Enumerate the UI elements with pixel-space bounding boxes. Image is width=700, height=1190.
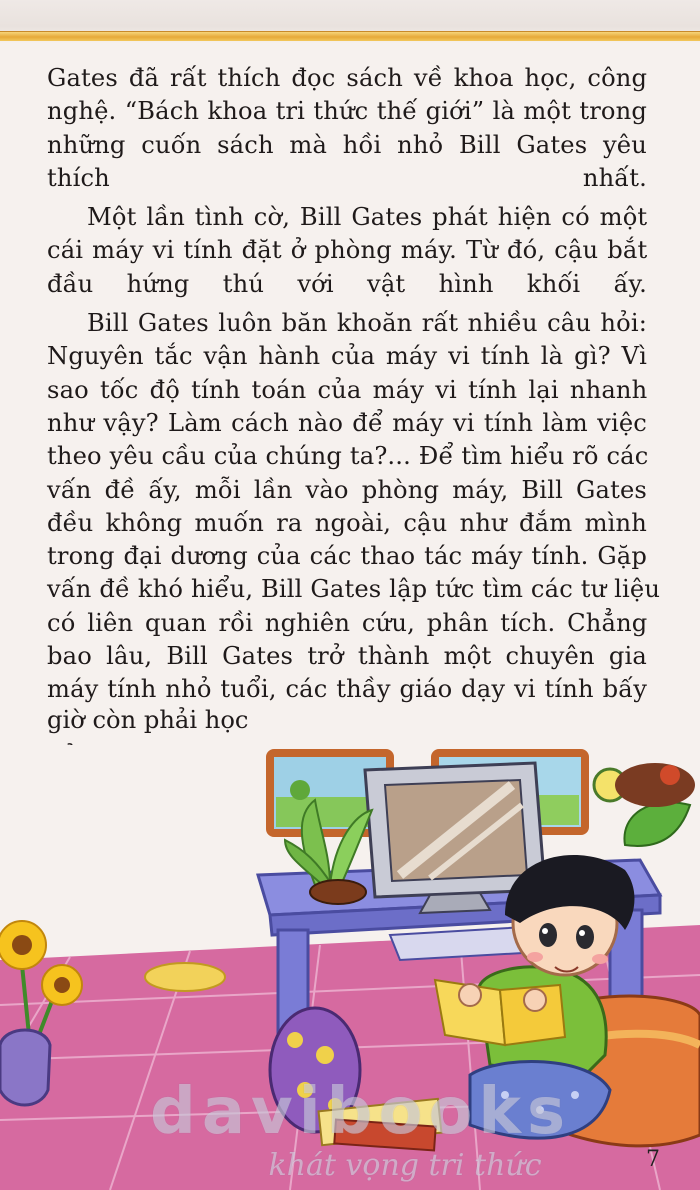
text-line: vấn đề khó hiểu, Bill Gates lập tức tìm các tư liệu	[47, 575, 661, 604]
watermark-tagline: khát vọng tri thức	[268, 1148, 542, 1183]
text-line: như vậy? Làm cách nào để máy vi tính làm việc	[47, 408, 647, 437]
floor-mat	[145, 963, 225, 991]
text-line: có liên quan rồi nghiên cứu, phân tích. Chẳng	[47, 608, 648, 637]
text-line: trong đại dương của các thao tác máy tính. Gặp	[47, 542, 647, 571]
text-line: cái máy vi tính đặt ở phòng máy. Từ đó, cậu bắt	[47, 236, 648, 265]
text-line: vấn đề ấy, mỗi lần vào phòng máy, Bill Gates	[47, 475, 647, 504]
text-line: bao lâu, Bill Gates trở thành một chuyên gia	[47, 642, 647, 671]
text-line: Bill Gates luôn băn khoăn rất nhiều câu hỏi:	[87, 309, 648, 338]
paragraph-3	[47, 307, 661, 707]
body-text	[47, 62, 661, 707]
text-line: Nguyên tắc vận hành của máy vi tính là gì? Vì	[47, 342, 648, 371]
paragraph-1	[47, 62, 647, 195]
page-number: 7	[646, 1147, 660, 1172]
text-line: Gates đã rất thích đọc sách về khoa học, công	[47, 64, 648, 92]
text-line: Một lần tình cờ, Bill Gates phát hiện có một	[87, 203, 648, 232]
text-line: sao tốc độ tính toán của máy vi tính lại nhanh	[47, 375, 648, 404]
gold-rule	[0, 31, 700, 41]
paragraph-2	[47, 201, 647, 301]
text-line: đầu hứng thú với vật hình khối ấy.	[47, 269, 647, 298]
text-line: những cuốn sách mà hồi nhỏ Bill Gates yêu	[47, 130, 647, 159]
watermark-logo: davibooks	[150, 1075, 572, 1149]
text-line: theo yêu cầu của chúng ta?... Để tìm hiểu rõ các	[47, 442, 649, 471]
text-line: thích nhất.	[47, 163, 647, 192]
text-line: giờ còn phải học	[47, 706, 249, 734]
text-line: đều không muốn ra ngoài, cậu như đắm mình	[47, 508, 647, 537]
text-line: nghệ. “Bách khoa tri thức thế giới” là một trong	[47, 97, 647, 126]
text-line: máy tính nhỏ tuổi, các thầy giáo dạy vi tính bấy	[47, 675, 648, 704]
